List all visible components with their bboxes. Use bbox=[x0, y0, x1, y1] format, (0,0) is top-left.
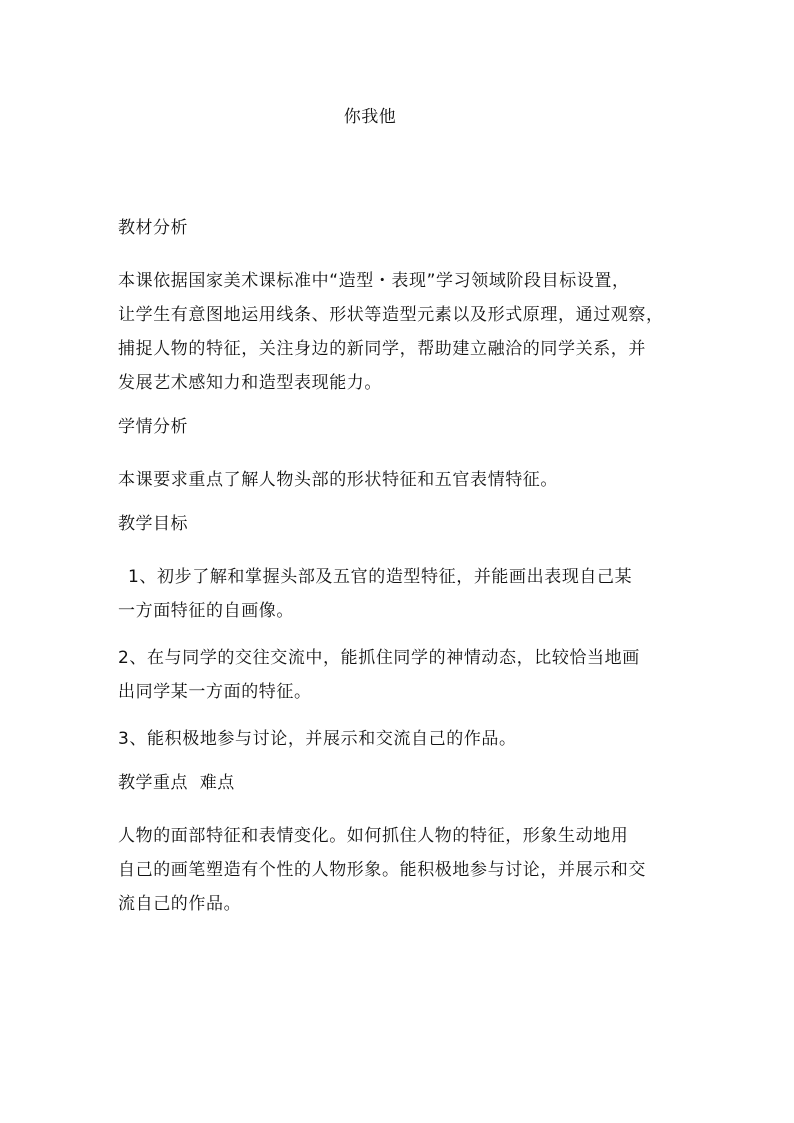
paragraph-line: 本课依据国家美术课标准中“造型・表现”学习领域阶段目标设置， bbox=[118, 271, 630, 291]
paragraph-line: 一方面特征的自画像。 bbox=[118, 601, 294, 621]
learning-paragraph bbox=[118, 463, 688, 497]
paragraph-line: 让学生有意图地运用线条、形状等造型元素以及形式原理，通过观察， bbox=[118, 305, 664, 325]
document-body bbox=[118, 214, 688, 934]
paragraph-line: 人物的面部特征和表情变化。如何抓住人物的特征，形象生动地用 bbox=[118, 826, 629, 846]
goal-item-1 bbox=[118, 560, 688, 628]
analysis-paragraph bbox=[118, 264, 688, 400]
section-heading-analysis: 教材分析 bbox=[118, 218, 188, 238]
paragraph-line: 流自己的作品。 bbox=[118, 894, 242, 914]
paragraph-line: 1、初步了解和掌握头部及五官的造型特征，并能画出表现自己某 bbox=[128, 567, 633, 587]
paragraph-line: 自己的画笔塑造有个性的人物形象。能积极地参与讨论，并展示和交 bbox=[118, 860, 646, 880]
paragraph-line: 3、能积极地参与讨论，并展示和交流自己的作品。 bbox=[118, 729, 517, 749]
paragraph-line: 出同学某一方面的特征。 bbox=[118, 682, 312, 702]
focus-paragraph bbox=[118, 819, 688, 921]
section-heading-learning: 学情分析 bbox=[118, 417, 188, 437]
paragraph-line: 发展艺术感知力和造型表现能力。 bbox=[118, 373, 382, 393]
section-heading-focus: 教学重点 难点 bbox=[118, 773, 235, 793]
section-heading-goals: 教学目标 bbox=[118, 514, 188, 534]
document-title: 你我他 bbox=[343, 107, 397, 127]
paragraph-line: 2、在与同学的交往交流中，能抓住同学的神情动态，比较恰当地画 bbox=[118, 648, 640, 668]
goal-item-3 bbox=[118, 722, 688, 756]
goal-item-2 bbox=[118, 641, 688, 709]
paragraph-line: 本课要求重点了解人物头部的形状特征和五官表情特征。 bbox=[118, 470, 558, 490]
paragraph-line: 捕捉人物的特征，关注身边的新同学，帮助建立融洽的同学关系，并 bbox=[118, 339, 646, 359]
